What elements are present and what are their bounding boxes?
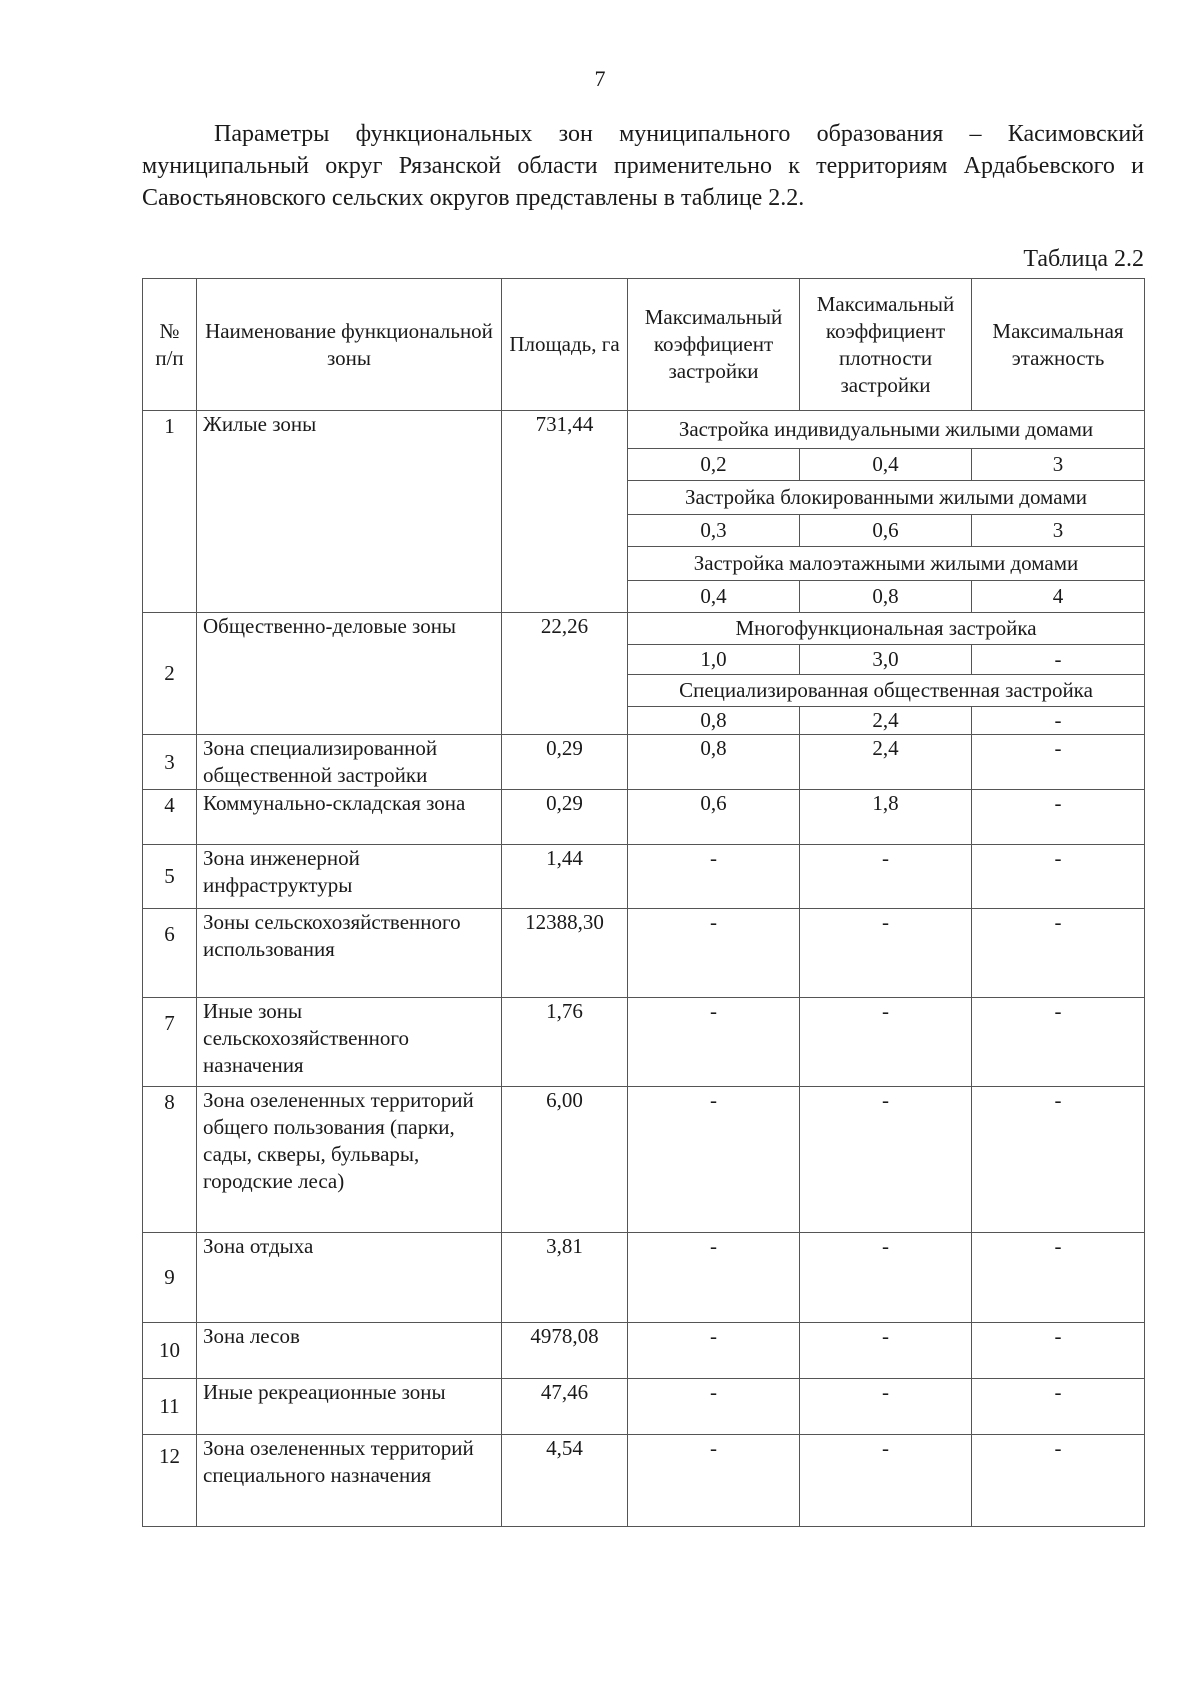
floors-value: 3 (972, 515, 1145, 547)
floors-value: - (972, 1435, 1145, 1527)
floors-value: - (972, 1379, 1145, 1435)
zone-area: 0,29 (502, 735, 628, 790)
zone-name: Иные рекреационные зоны (197, 1379, 502, 1435)
row-num: 11 (143, 1379, 197, 1435)
table-row (143, 735, 1145, 790)
coef-density-value: - (800, 1233, 972, 1323)
zone-area: 1,76 (502, 998, 628, 1087)
zone-area: 22,26 (502, 613, 628, 735)
table-row (143, 845, 1145, 909)
coef-build-value: 0,3 (628, 515, 800, 547)
coef-density-value: - (800, 845, 972, 909)
floors-value: - (972, 645, 1145, 675)
header-name: Наименование функциональной зоны (197, 279, 502, 411)
subzone-label: Многофункциональная застройка (628, 613, 1145, 645)
table-row (143, 613, 1145, 645)
zone-area: 4,54 (502, 1435, 628, 1527)
coef-density-value: 3,0 (800, 645, 972, 675)
coef-density-value: - (800, 909, 972, 998)
floors-value: - (972, 1233, 1145, 1323)
coef-build-value: 0,8 (628, 707, 800, 735)
floors-value: - (972, 1323, 1145, 1379)
header-coef-density: Максимальный коэффициент плотности застройки (800, 279, 972, 411)
table-row (143, 1323, 1145, 1379)
table-row (143, 998, 1145, 1087)
floors-value: - (972, 790, 1145, 845)
coef-build-value: - (628, 1379, 800, 1435)
zone-area: 4978,08 (502, 1323, 628, 1379)
zone-name: Зона озелененных территорий общего пользования (парки, сады, скверы, бульвары, городские леса) (197, 1087, 502, 1233)
floors-value: - (972, 735, 1145, 790)
coef-build-value: - (628, 1233, 800, 1323)
coef-build-value: - (628, 1087, 800, 1233)
subzone-label: Застройка блокированными жилыми домами (628, 481, 1145, 515)
row-num: 2 (143, 613, 197, 735)
zone-area: 6,00 (502, 1087, 628, 1233)
zone-name: Общественно-деловые зоны (197, 613, 502, 735)
zone-name: Зона отдыха (197, 1233, 502, 1323)
row-num: 12 (143, 1435, 197, 1527)
floors-value: 3 (972, 449, 1145, 481)
zone-name: Зона инженерной инфраструктуры (197, 845, 502, 909)
coef-density-value: - (800, 998, 972, 1087)
table-row (143, 909, 1145, 998)
coef-density-value: 2,4 (800, 707, 972, 735)
coef-density-value: 2,4 (800, 735, 972, 790)
coef-density-value: 0,8 (800, 581, 972, 613)
table-row (143, 1087, 1145, 1233)
subzone-label: Застройка индивидуальными жилыми домами (628, 411, 1145, 449)
coef-density-value: - (800, 1435, 972, 1527)
table-row (143, 790, 1145, 845)
coef-density-value: - (800, 1087, 972, 1233)
zones-table (142, 278, 1145, 1527)
table-header-row (143, 279, 1145, 411)
table-row (143, 1379, 1145, 1435)
coef-build-value: - (628, 1323, 800, 1379)
zone-area: 0,29 (502, 790, 628, 845)
zone-name: Зона озелененных территорий специального назначения (197, 1435, 502, 1527)
floors-value: - (972, 998, 1145, 1087)
table-row (143, 1435, 1145, 1527)
header-num: № п/п (143, 279, 197, 411)
coef-build-value: 0,4 (628, 581, 800, 613)
row-num: 6 (143, 909, 197, 998)
coef-build-value: - (628, 998, 800, 1087)
row-num: 7 (143, 998, 197, 1087)
header-coef-build: Максимальный коэффициент застройки (628, 279, 800, 411)
coef-build-value: 0,6 (628, 790, 800, 845)
coef-density-value: 1,8 (800, 790, 972, 845)
zone-name: Зона специализированной общественной застройки (197, 735, 502, 790)
zone-name: Иные зоны сельскохозяйственного назначения (197, 998, 502, 1087)
coef-build-value: - (628, 909, 800, 998)
floors-value: 4 (972, 581, 1145, 613)
row-num: 3 (143, 735, 197, 790)
row-num: 4 (143, 790, 197, 845)
row-num: 8 (143, 1087, 197, 1233)
zone-area: 731,44 (502, 411, 628, 613)
table-row (143, 1233, 1145, 1323)
floors-value: - (972, 909, 1145, 998)
coef-build-value: 1,0 (628, 645, 800, 675)
coef-density-value: 0,6 (800, 515, 972, 547)
row-num: 9 (143, 1233, 197, 1323)
table-caption: Таблица 2.2 (1023, 246, 1144, 272)
zone-name: Зоны сельскохозяйственного использования (197, 909, 502, 998)
intro-paragraph: Параметры функциональных зон муниципального образования – Касимовский муниципальный округ Рязанской области применительно к территориям Ардабьевского и Савостьяновского сельских округов представлены в таблице 2.2. (142, 121, 1144, 211)
row-num: 1 (143, 411, 197, 613)
zone-name: Зона лесов (197, 1323, 502, 1379)
zone-area: 12388,30 (502, 909, 628, 998)
row-num: 10 (143, 1323, 197, 1379)
coef-build-value: - (628, 845, 800, 909)
subzone-label: Застройка малоэтажными жилыми домами (628, 547, 1145, 581)
row-num: 5 (143, 845, 197, 909)
zone-name: Коммунально-складская зона (197, 790, 502, 845)
coef-build-value: - (628, 1435, 800, 1527)
zone-name: Жилые зоны (197, 411, 502, 613)
coef-build-value: 0,2 (628, 449, 800, 481)
subzone-label: Специализированная общественная застройка (628, 675, 1145, 707)
floors-value: - (972, 1087, 1145, 1233)
floors-value: - (972, 707, 1145, 735)
page-number: 7 (594, 66, 606, 91)
zone-area: 1,44 (502, 845, 628, 909)
header-floors: Максимальная этажность (972, 279, 1145, 411)
table-row (143, 411, 1145, 449)
header-area: Площадь, га (502, 279, 628, 411)
zone-area: 3,81 (502, 1233, 628, 1323)
coef-density-value: - (800, 1379, 972, 1435)
coef-density-value: - (800, 1323, 972, 1379)
floors-value: - (972, 845, 1145, 909)
zone-area: 47,46 (502, 1379, 628, 1435)
coef-build-value: 0,8 (628, 735, 800, 790)
coef-density-value: 0,4 (800, 449, 972, 481)
